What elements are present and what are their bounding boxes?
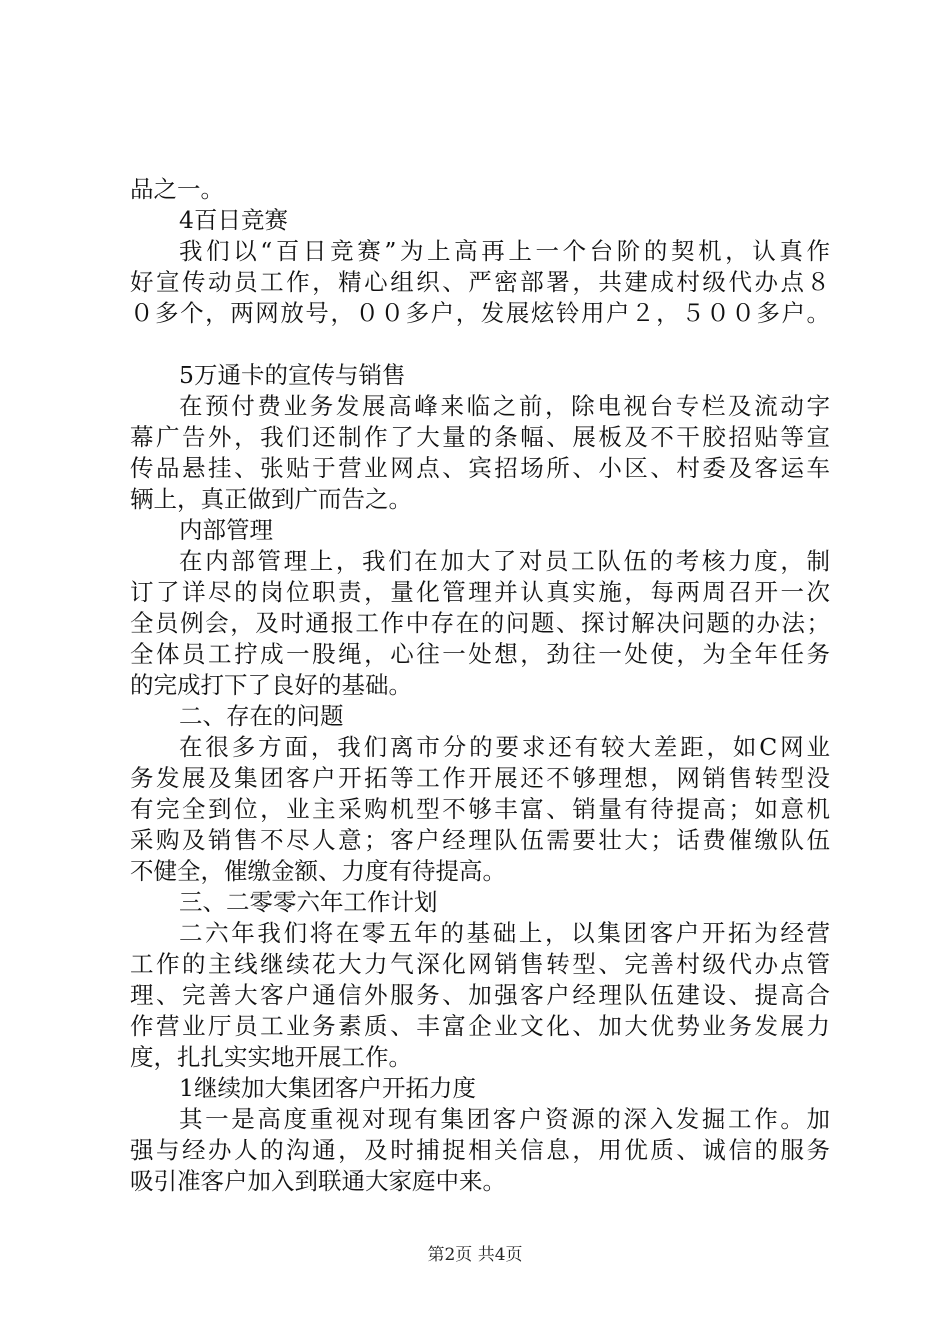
paragraph-line: 全体员工拧成一股绳，心往一处想，劲往一处使，为全年任务	[130, 640, 830, 668]
section-heading: 二、存在的问题	[179, 702, 344, 730]
paragraph-line: 强与经办人的沟通，及时捕捉相关信息，用优质、诚信的服务	[130, 1136, 830, 1164]
paragraph-line: 幕广告外，我们还制作了大量的条幅、展板及不干胶招贴等宣	[130, 423, 830, 451]
document-body	[130, 174, 830, 1197]
section-heading: 4百日竞赛	[179, 206, 288, 234]
paragraph-first-line: 在很多方面，我们离市分的要求还有较大差距，如C网业	[179, 733, 830, 761]
paragraph-line: 理、完善大客户通信外服务、加强客户经理队伍建设、提高合	[130, 981, 830, 1009]
paragraph-last-line: 辆上，真正做到广而告之。	[130, 485, 412, 513]
section-heading: 三、二零零六年工作计划	[179, 888, 438, 916]
paragraph-first-line: 在内部管理上，我们在加大了对员工队伍的考核力度，制	[179, 547, 830, 575]
paragraph-first-line: 我们以“百日竞赛”为上高再上一个台阶的契机，认真作	[179, 237, 830, 265]
paragraph-last-line: 吸引准客户加入到联通大家庭中来。	[130, 1167, 506, 1195]
page-footer: 第2页 共4页	[427, 1245, 523, 1265]
paragraph-line: 有完全到位，业主采购机型不够丰富、销量有待提高；如意机	[130, 795, 830, 823]
section-heading: 内部管理	[179, 516, 273, 544]
paragraph-last-line: 度，扎扎实实地开展工作。	[130, 1043, 412, 1071]
paragraph-line: 工作的主线继续花大力气深化网销售转型、完善村级代办点管	[130, 950, 830, 978]
paragraph-line: 好宣传动员工作，精心组织、严密部署，共建成村级代办点８	[130, 268, 830, 296]
section-heading: 5万通卡的宣传与销售	[179, 361, 406, 389]
paragraph-last-line: 不健全，催缴金额、力度有待提高。	[130, 857, 506, 885]
paragraph-line: ０多个，两网放号，００多户，发展炫铃用户２，５００多户。	[130, 299, 830, 327]
paragraph-line: 务发展及集团客户开拓等工作开展还不够理想，网销售转型没	[130, 764, 830, 792]
paragraph-line: 采购及销售不尽人意；客户经理队伍需要壮大；话费催缴队伍	[130, 826, 830, 854]
paragraph-line: 订了详尽的岗位职责，量化管理并认真实施，每两周召开一次	[130, 578, 830, 606]
paragraph-first-line: 在预付费业务发展高峰来临之前，除电视台专栏及流动字	[179, 392, 830, 420]
paragraph-line: 全员例会，及时通报工作中存在的问题、探讨解决问题的办法；	[130, 609, 830, 637]
section-heading: 1继续加大集团客户开拓力度	[179, 1074, 476, 1102]
paragraph-line: 作营业厅员工业务素质、丰富企业文化、加大优势业务发展力	[130, 1012, 830, 1040]
paragraph-last-line: 品之一。	[130, 175, 224, 203]
paragraph-last-line: 的完成打下了良好的基础。	[130, 671, 412, 699]
paragraph-line: 传品悬挂、张贴于营业网点、宾招场所、小区、村委及客运车	[130, 454, 830, 482]
paragraph-first-line: 其一是高度重视对现有集团客户资源的深入发掘工作。加	[179, 1105, 830, 1133]
paragraph-first-line: 二六年我们将在零五年的基础上，以集团客户开拓为经营	[179, 919, 830, 947]
blank-line	[130, 329, 830, 360]
